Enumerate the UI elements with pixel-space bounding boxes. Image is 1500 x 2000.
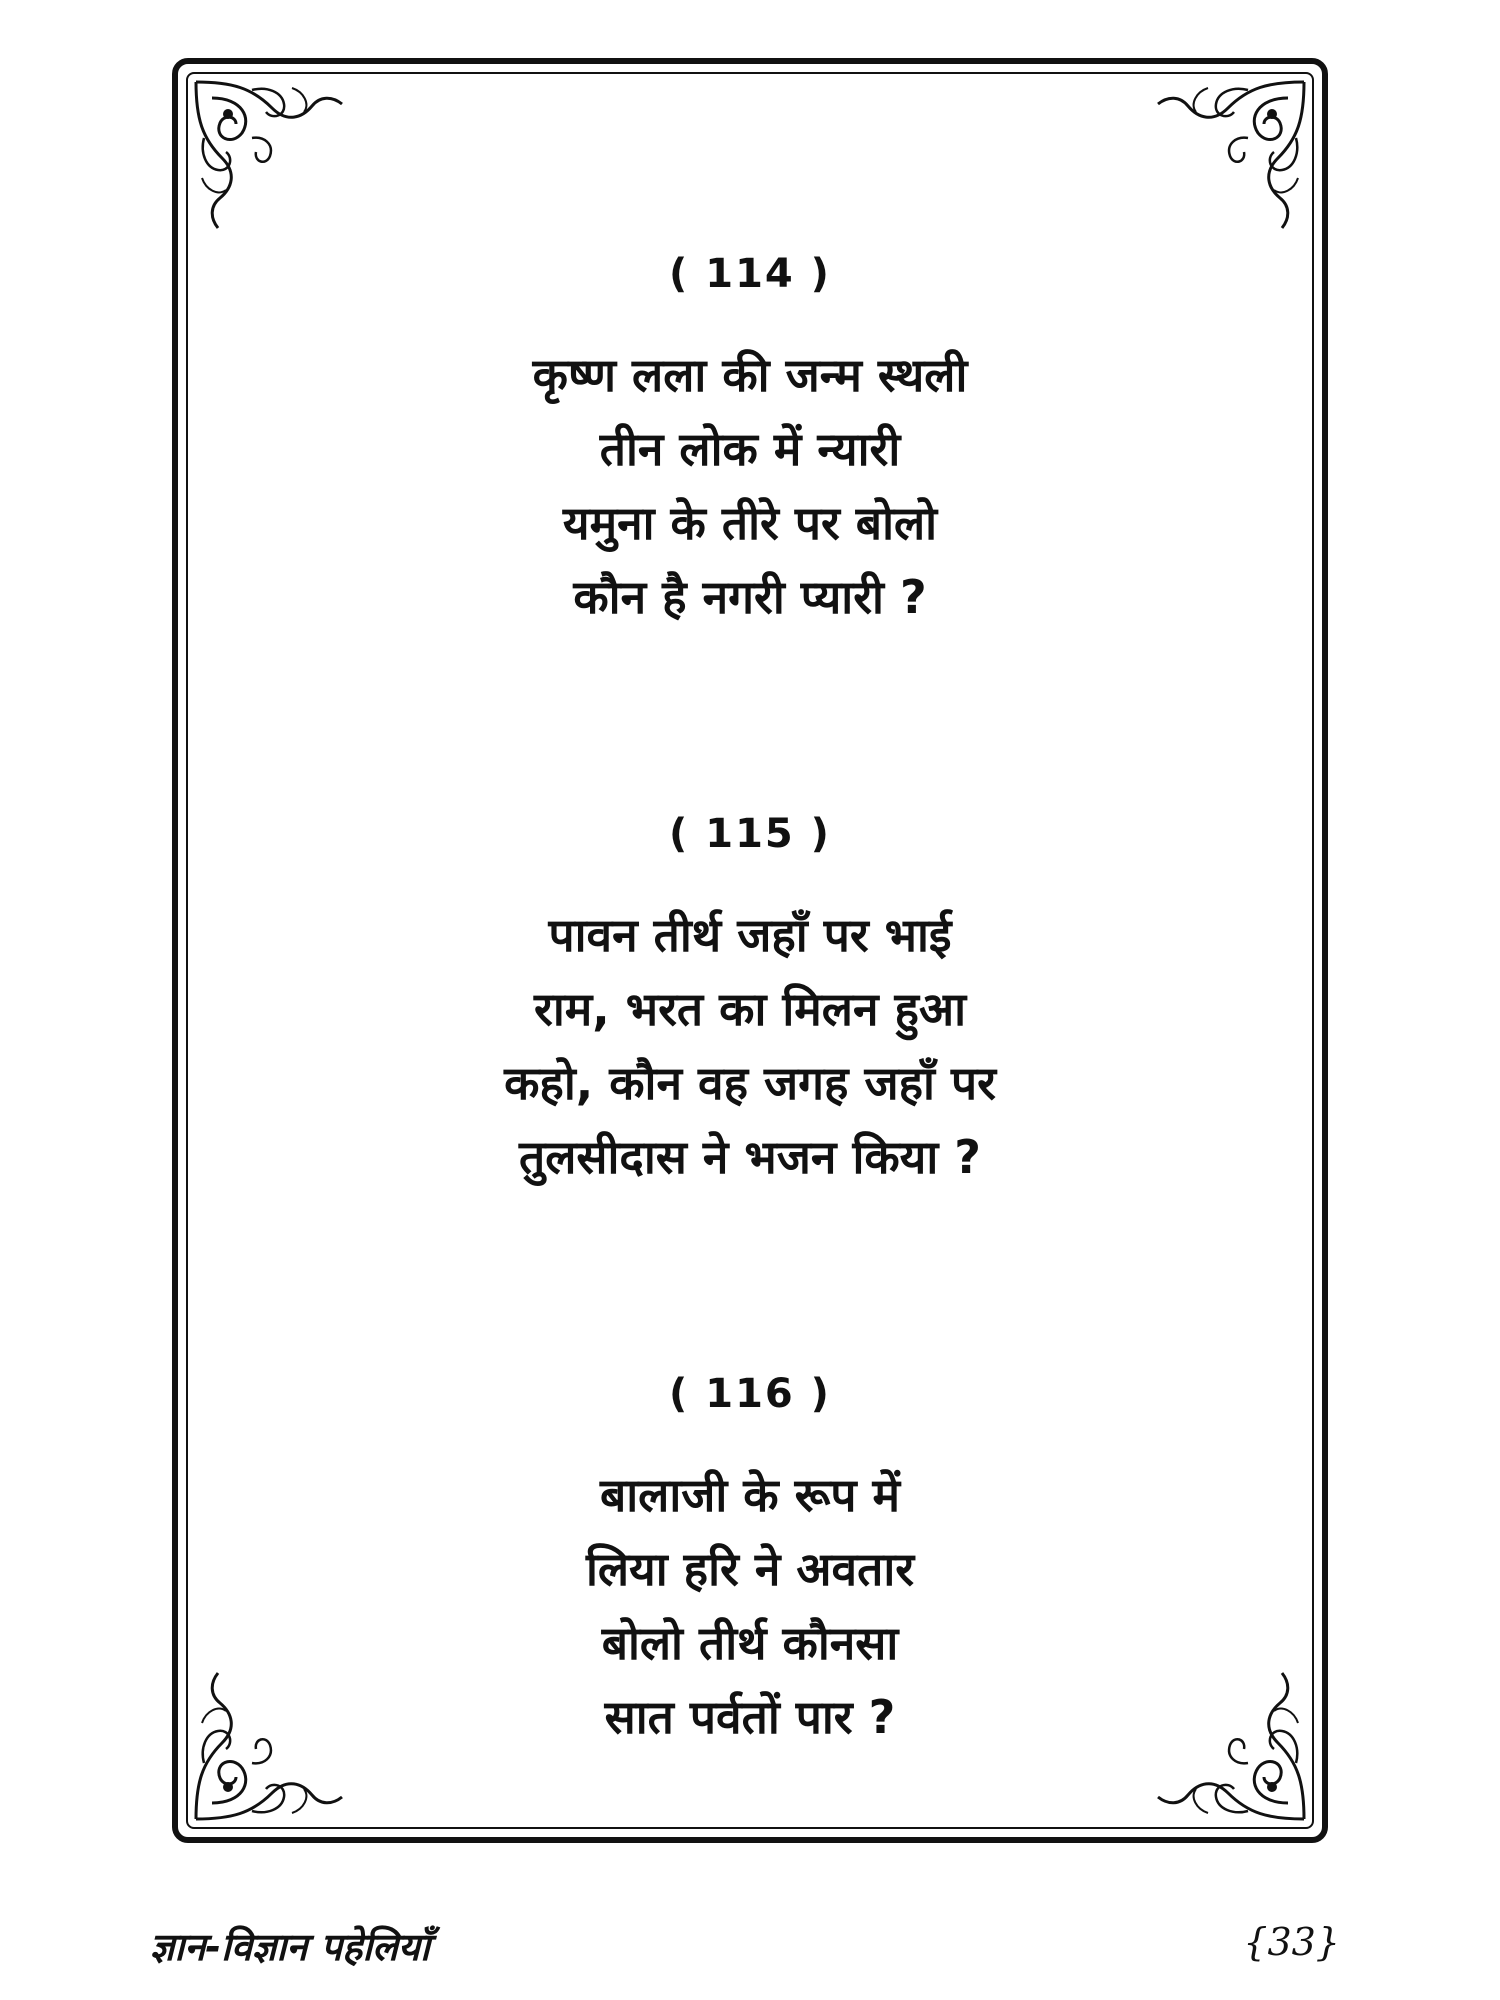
riddle-line: कृष्ण लला की जन्म स्थली xyxy=(532,348,968,402)
riddle-block xyxy=(186,1370,1314,1754)
corner-ornament-icon xyxy=(1148,78,1308,238)
riddle-line: कहो, कौन वह जगह जहाँ पर xyxy=(504,1056,996,1110)
riddle-line: सात पर्वतों पार ? xyxy=(604,1690,896,1744)
riddle-line: बोलो तीर्थ कौनसा xyxy=(601,1616,899,1670)
riddle-block xyxy=(186,810,1314,1194)
riddle-block xyxy=(186,250,1314,634)
riddle-line: राम, भरत का मिलन हुआ xyxy=(534,982,966,1036)
riddle-line: तुलसीदास ने भजन किया ? xyxy=(519,1130,981,1184)
footer-page-number: {33} xyxy=(1243,1920,1340,1964)
riddle-line: कौन है नगरी प्यारी ? xyxy=(573,570,927,624)
riddle-line: यमुना के तीरे पर बोलो xyxy=(562,496,938,550)
riddle-number: ( 114 ) xyxy=(669,251,831,297)
riddle-line: तीन लोक में न्यारी xyxy=(599,422,901,476)
riddle-number: ( 115 ) xyxy=(669,811,831,857)
corner-ornament-icon xyxy=(192,78,352,238)
footer-book-title: ज्ञान-विज्ञान पहेलियाँ xyxy=(150,1925,430,1969)
riddle-line: लिया हरि ने अवतार xyxy=(585,1542,915,1596)
riddle-line: बालाजी के रूप में xyxy=(599,1468,901,1522)
riddle-line: पावन तीर्थ जहाँ पर भाई xyxy=(548,908,952,962)
riddle-number: ( 116 ) xyxy=(669,1371,831,1417)
